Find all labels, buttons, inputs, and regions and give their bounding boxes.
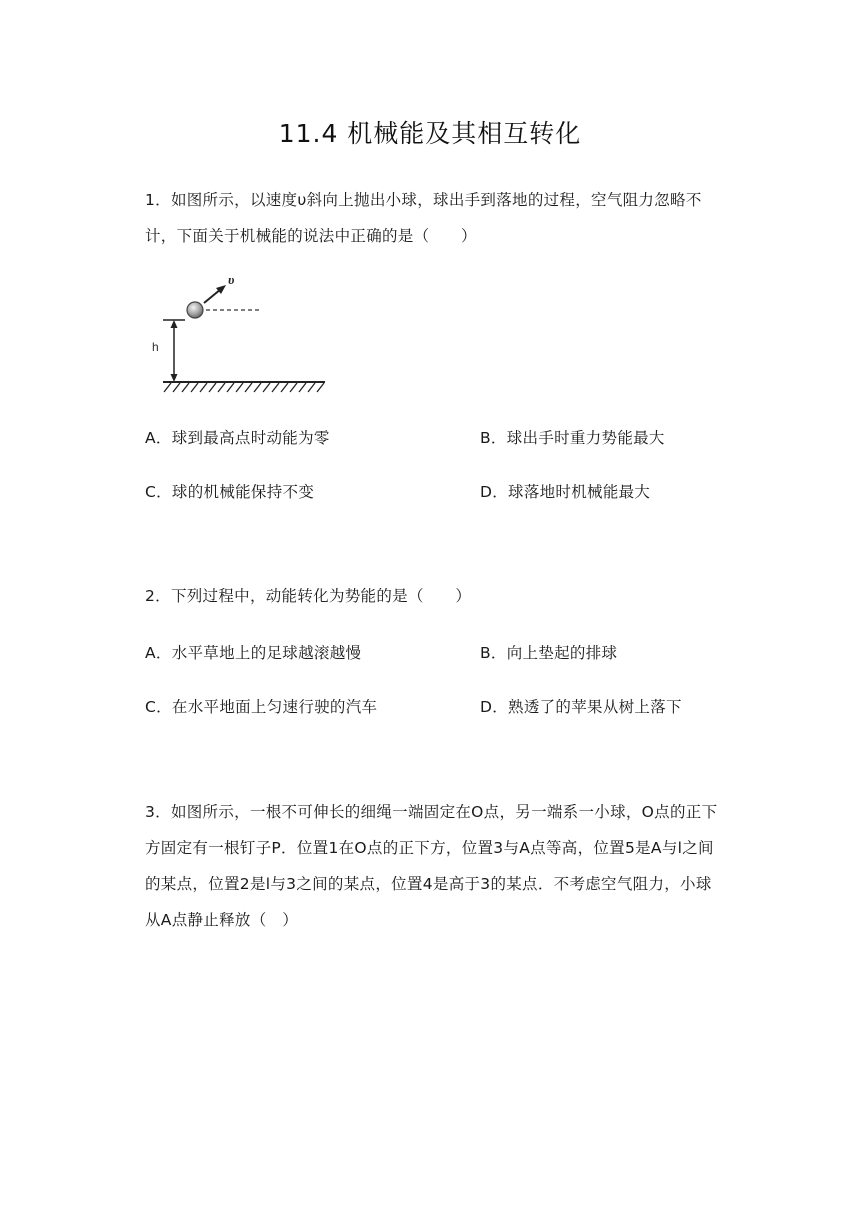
q1-option-b[interactable]: B．球出手时重力势能最大 <box>480 429 665 447</box>
question-3-text: 3．如图所示，一根不可伸长的细绳一端固定在O点，另一端系一小球，O点的正下方固定有一根钉子P．位置1在O点的正下方，位置3与A点等高，位置5是A与l之间的某点，位置2是l与3之间的某点，位置4是高于3的某点．不考虑空气阻力，小球从A点静止释放（ ） <box>145 803 718 929</box>
question-2-text: 2．下列过程中，动能转化为势能的是（ ） <box>145 587 472 605</box>
q1-option-c[interactable]: C．球的机械能保持不变 <box>145 483 315 501</box>
page-title: 11.4 机械能及其相互转化 <box>278 119 582 148</box>
ground-hatching <box>164 383 324 392</box>
q1-option-d[interactable]: D．球落地时机械能最大 <box>480 483 651 501</box>
question-1-text: 1．如图所示，以速度υ斜向上抛出小球，球出手到落地的过程，空气阻力忽略不计，下面关于机械能的说法中正确的是（ ） <box>145 191 702 245</box>
height-label: h <box>152 340 159 354</box>
q2-option-b[interactable]: B．向上垫起的排球 <box>480 644 618 662</box>
q2-option-a[interactable]: A．水平草地上的足球越滚越慢 <box>145 644 362 662</box>
velocity-arrow <box>204 289 221 303</box>
height-arrow-up <box>171 320 178 328</box>
height-arrow-down <box>171 374 178 382</box>
velocity-label: υ <box>228 272 235 287</box>
q2-option-c[interactable]: C．在水平地面上匀速行驶的汽车 <box>145 698 378 716</box>
q2-option-d[interactable]: D．熟透了的苹果从树上落下 <box>480 698 682 716</box>
q1-option-a[interactable]: A．球到最高点时动能为零 <box>145 429 330 447</box>
question-1-figure <box>145 272 335 394</box>
ball <box>187 302 203 318</box>
